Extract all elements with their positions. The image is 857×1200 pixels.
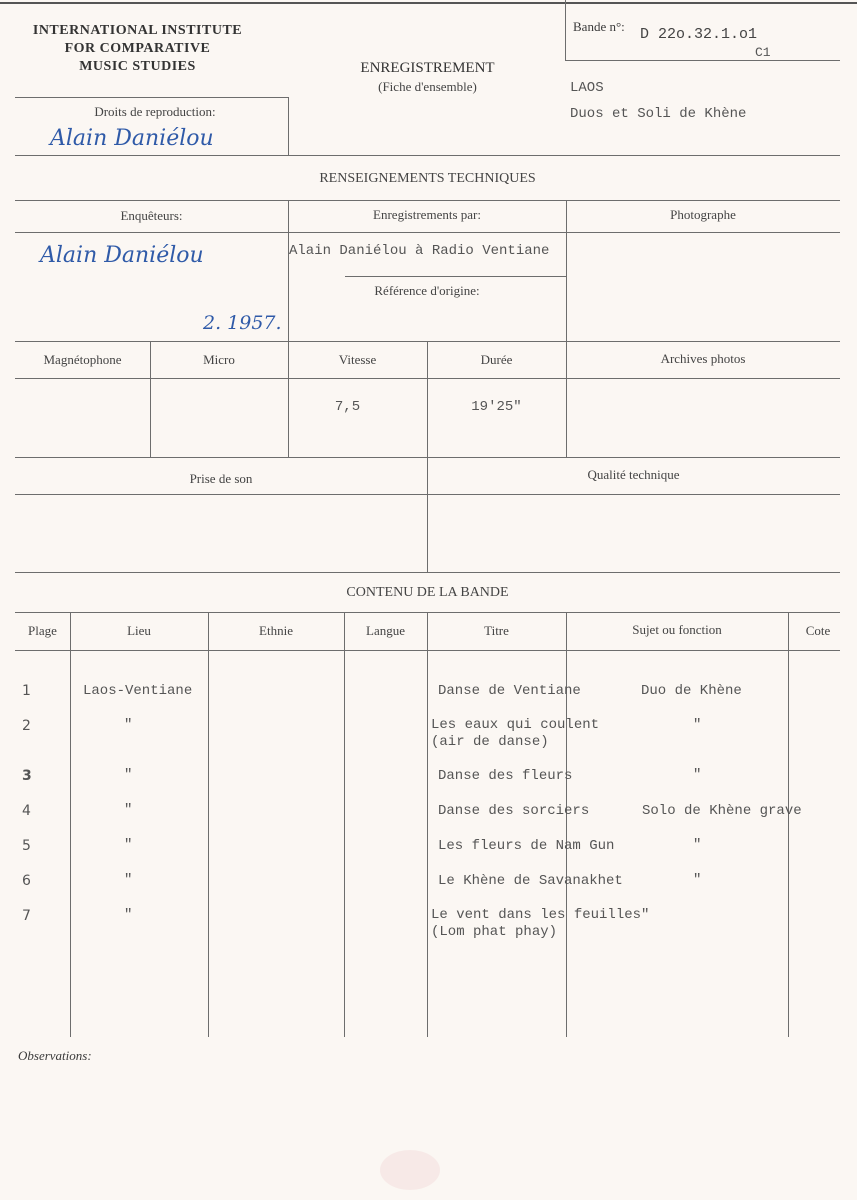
bande-number: D 22o.32.1.o1 [640,26,758,43]
plage-number: 5 [22,838,31,854]
col-header-lieu: Lieu [127,623,151,638]
plage-number: 3 [22,768,32,784]
paper-stain [380,1150,440,1190]
col-header-ethnie: Ethnie [259,623,293,638]
institute-line-2: FOR COMPARATIVE [64,41,211,56]
micro-label: Micro [203,352,235,367]
observations-label: Observations: [18,1048,92,1063]
lieu-cell: " [124,837,133,853]
lieu-cell: " [124,907,133,923]
titre-cell: Danse de Ventiane [438,683,581,699]
plage-number: 7 [22,908,31,924]
plage-number: 2 [22,718,31,734]
form-title: ENREGISTREMENT [360,60,495,76]
prise-de-son-label: Prise de son [189,471,253,486]
institute-line-1: INTERNATIONAL INSTITUTE [32,23,243,38]
enregistrements-value: Alain Daniélou à Radio Ventiane [289,243,550,259]
duree-label: Durée [480,352,513,367]
col-header-cote: Cote [805,623,831,638]
sujet-cell: " [693,767,702,783]
col-header-sujet: Sujet ou fonction [632,622,722,637]
sujet-cell: Duo de Khène [641,683,742,699]
contents-section-title: CONTENU DE LA BANDE [346,585,509,600]
col-header-plage: Plage [28,623,57,638]
enregistrements-label: Enregistrements par: [373,207,481,222]
col-header-titre: Titre [484,623,509,638]
titre-cell: Les eaux qui coulent (air de danse) [431,717,600,750]
institute-name [10,22,265,76]
sujet-cell: " [693,717,702,733]
bande-label: Bande n°: [573,19,625,34]
plage-number: 6 [22,873,31,889]
lieu-cell: " [124,767,133,783]
plage-number: 1 [22,683,31,699]
lieu-cell: " [124,717,133,733]
vitesse-label: Vitesse [338,352,377,367]
duree-value: 19'25" [471,399,522,415]
technical-section-title: RENSEIGNEMENTS TECHNIQUES [319,171,536,186]
lieu-cell: Laos-Ventiane [83,683,193,699]
rights-signature: Alain Daniélou [50,126,214,151]
titre-cell: Le vent dans les feuilles" (Lom phat phay) [431,907,650,940]
enqueteurs-signature: Alain Daniélou [40,243,204,268]
archives-label: Archives photos [660,351,746,366]
enqueteurs-label: Enquêteurs: [120,208,183,223]
qualite-technique-label: Qualité technique [587,467,680,482]
col-header-langue: Langue [366,623,405,638]
form-subtitle: (Fiche d'ensemble) [378,79,477,94]
magnetophone-label: Magnétophone [43,352,122,367]
country: LAOS [570,80,604,96]
sujet-cell: " [693,837,702,853]
bande-suffix: C1 [755,45,771,60]
lieu-cell: " [124,802,133,818]
collection-title: Duos et Soli de Khène [570,106,747,122]
sujet-cell: Solo de Khène grave [642,803,802,819]
titre-cell: Les fleurs de Nam Gun [438,838,615,854]
institute-line-3: MUSIC STUDIES [79,59,196,74]
rights-label: Droits de reproduction: [94,104,216,119]
sujet-cell: " [693,872,702,888]
vitesse-value: 7,5 [334,399,361,415]
enqueteurs-date: 2. 1957. [203,312,282,334]
reference-label: Référence d'origine: [374,283,480,298]
titre-cell: Danse des sorciers [438,803,590,819]
lieu-cell: " [124,872,133,888]
titre-cell: Danse des fleurs [438,768,573,784]
photographe-label: Photographe [670,207,736,222]
titre-cell: Le Khène de Savanakhet [438,873,623,889]
plage-number: 4 [22,803,31,819]
